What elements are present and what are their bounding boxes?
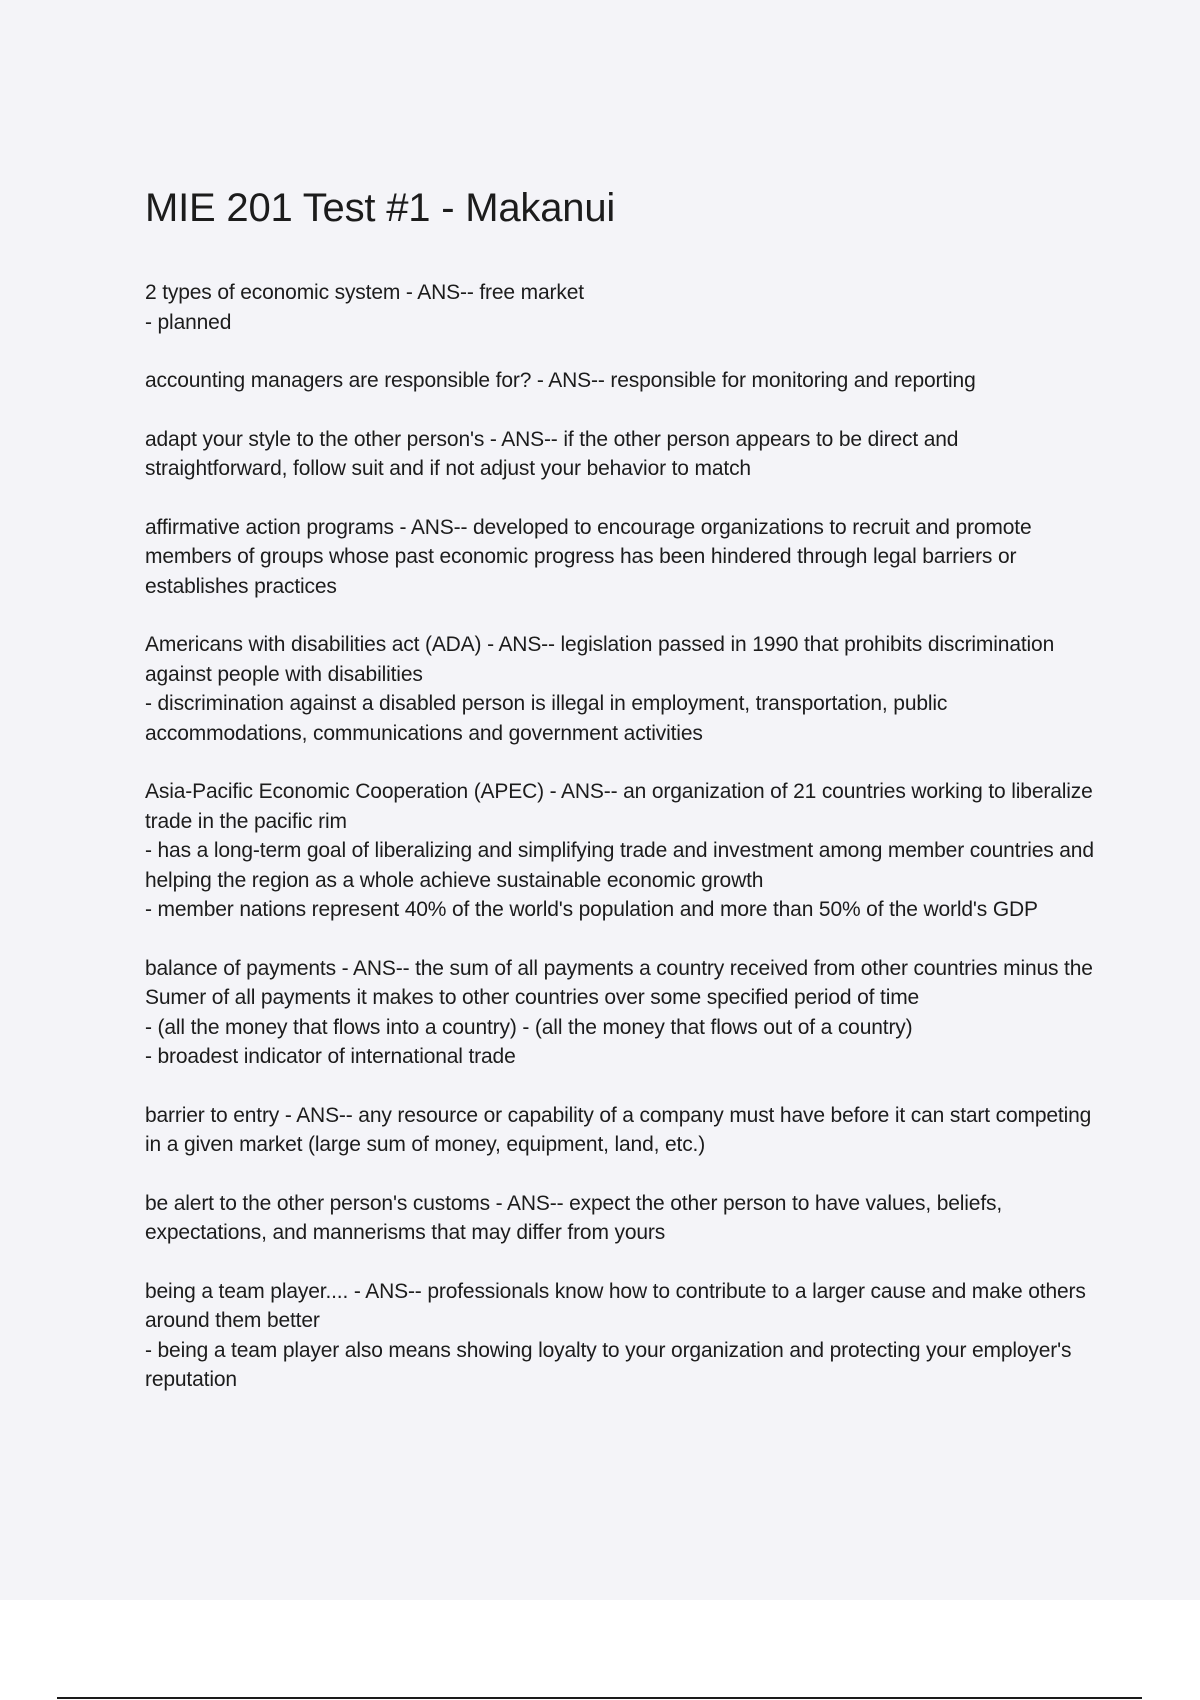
entry-line: affirmative action programs - ANS-- developed to encourage organizations to recruit and promote members of groups whose past economic progress has been hindered through legal barriers or establishes practices <box>145 515 1032 598</box>
entry-line: balance of payments - ANS-- the sum of all payments a country received from other countries minus the Sumer of all payments it makes to other countries over some specified period of time <box>145 956 1093 1009</box>
entry-line: 2 types of economic system - ANS-- free market <box>145 281 584 304</box>
footer-divider <box>57 1697 1142 1699</box>
entry-line: - broadest indicator of international trade <box>145 1045 516 1068</box>
entry-line: - planned <box>145 310 232 334</box>
qa-entry-ada <box>145 630 1095 748</box>
entry-line: Asia-Pacific Economic Cooperation (APEC) - ANS-- an organization of 21 countries working to liberalize trade in the pacific rim <box>145 780 1093 833</box>
document-content <box>145 180 1095 1424</box>
entry-line: being a team player.... - ANS-- professionals know how to contribute to a larger cause and make others around them better <box>145 1279 1086 1332</box>
entry-line: - (all the money that flows into a country) - (all the money that flows out of a country) <box>145 1015 913 1039</box>
qa-entry-customs <box>145 1189 1095 1248</box>
qa-entry-barrier-to-entry <box>145 1101 1095 1160</box>
entry-line: - member nations represent 40% of the world's population and more than 50% of the world's GDP <box>145 898 1038 921</box>
entry-line: - has a long-term goal of liberalizing and simplifying trade and investment among member countries and helping the region as a whole achieve sustainable economic growth <box>145 839 1094 892</box>
entry-line: accounting managers are responsible for? - ANS-- responsible for monitoring and reporting <box>145 369 976 392</box>
entry-line: be alert to the other person's customs - ANS-- expect the other person to have values, beliefs, expectations, and mannerisms that may differ from yours <box>145 1191 1003 1244</box>
qa-entry-team-player <box>145 1277 1095 1395</box>
qa-entry-economic-systems <box>145 278 1095 337</box>
entry-line: - discrimination against a disabled person is illegal in employment, transportation, public accommodations, communications and government activities <box>145 692 948 745</box>
entry-line: Americans with disabilities act (ADA) - ANS-- legislation passed in 1990 that prohibits discrimination against people with disabilities <box>145 633 1055 686</box>
entry-line: - being a team player also means showing loyalty to your organization and protecting your employer's reputation <box>145 1338 1072 1391</box>
entry-line: adapt your style to the other person's - ANS-- if the other person appears to be direct and straightforward, follow suit and if not adjust your behavior to match <box>145 427 959 480</box>
document-title: MIE 201 Test #1 - Makanui <box>145 186 616 230</box>
qa-entry-balance-of-payments <box>145 954 1095 1072</box>
qa-entry-affirmative-action <box>145 513 1095 602</box>
entry-line: barrier to entry - ANS-- any resource or capability of a company must have before it can start competing in a given market (large sum of money, equipment, land, etc.) <box>145 1103 1092 1156</box>
qa-entry-apec <box>145 777 1095 925</box>
qa-entry-accounting-managers <box>145 366 1095 396</box>
qa-entry-adapt-style <box>145 425 1095 484</box>
